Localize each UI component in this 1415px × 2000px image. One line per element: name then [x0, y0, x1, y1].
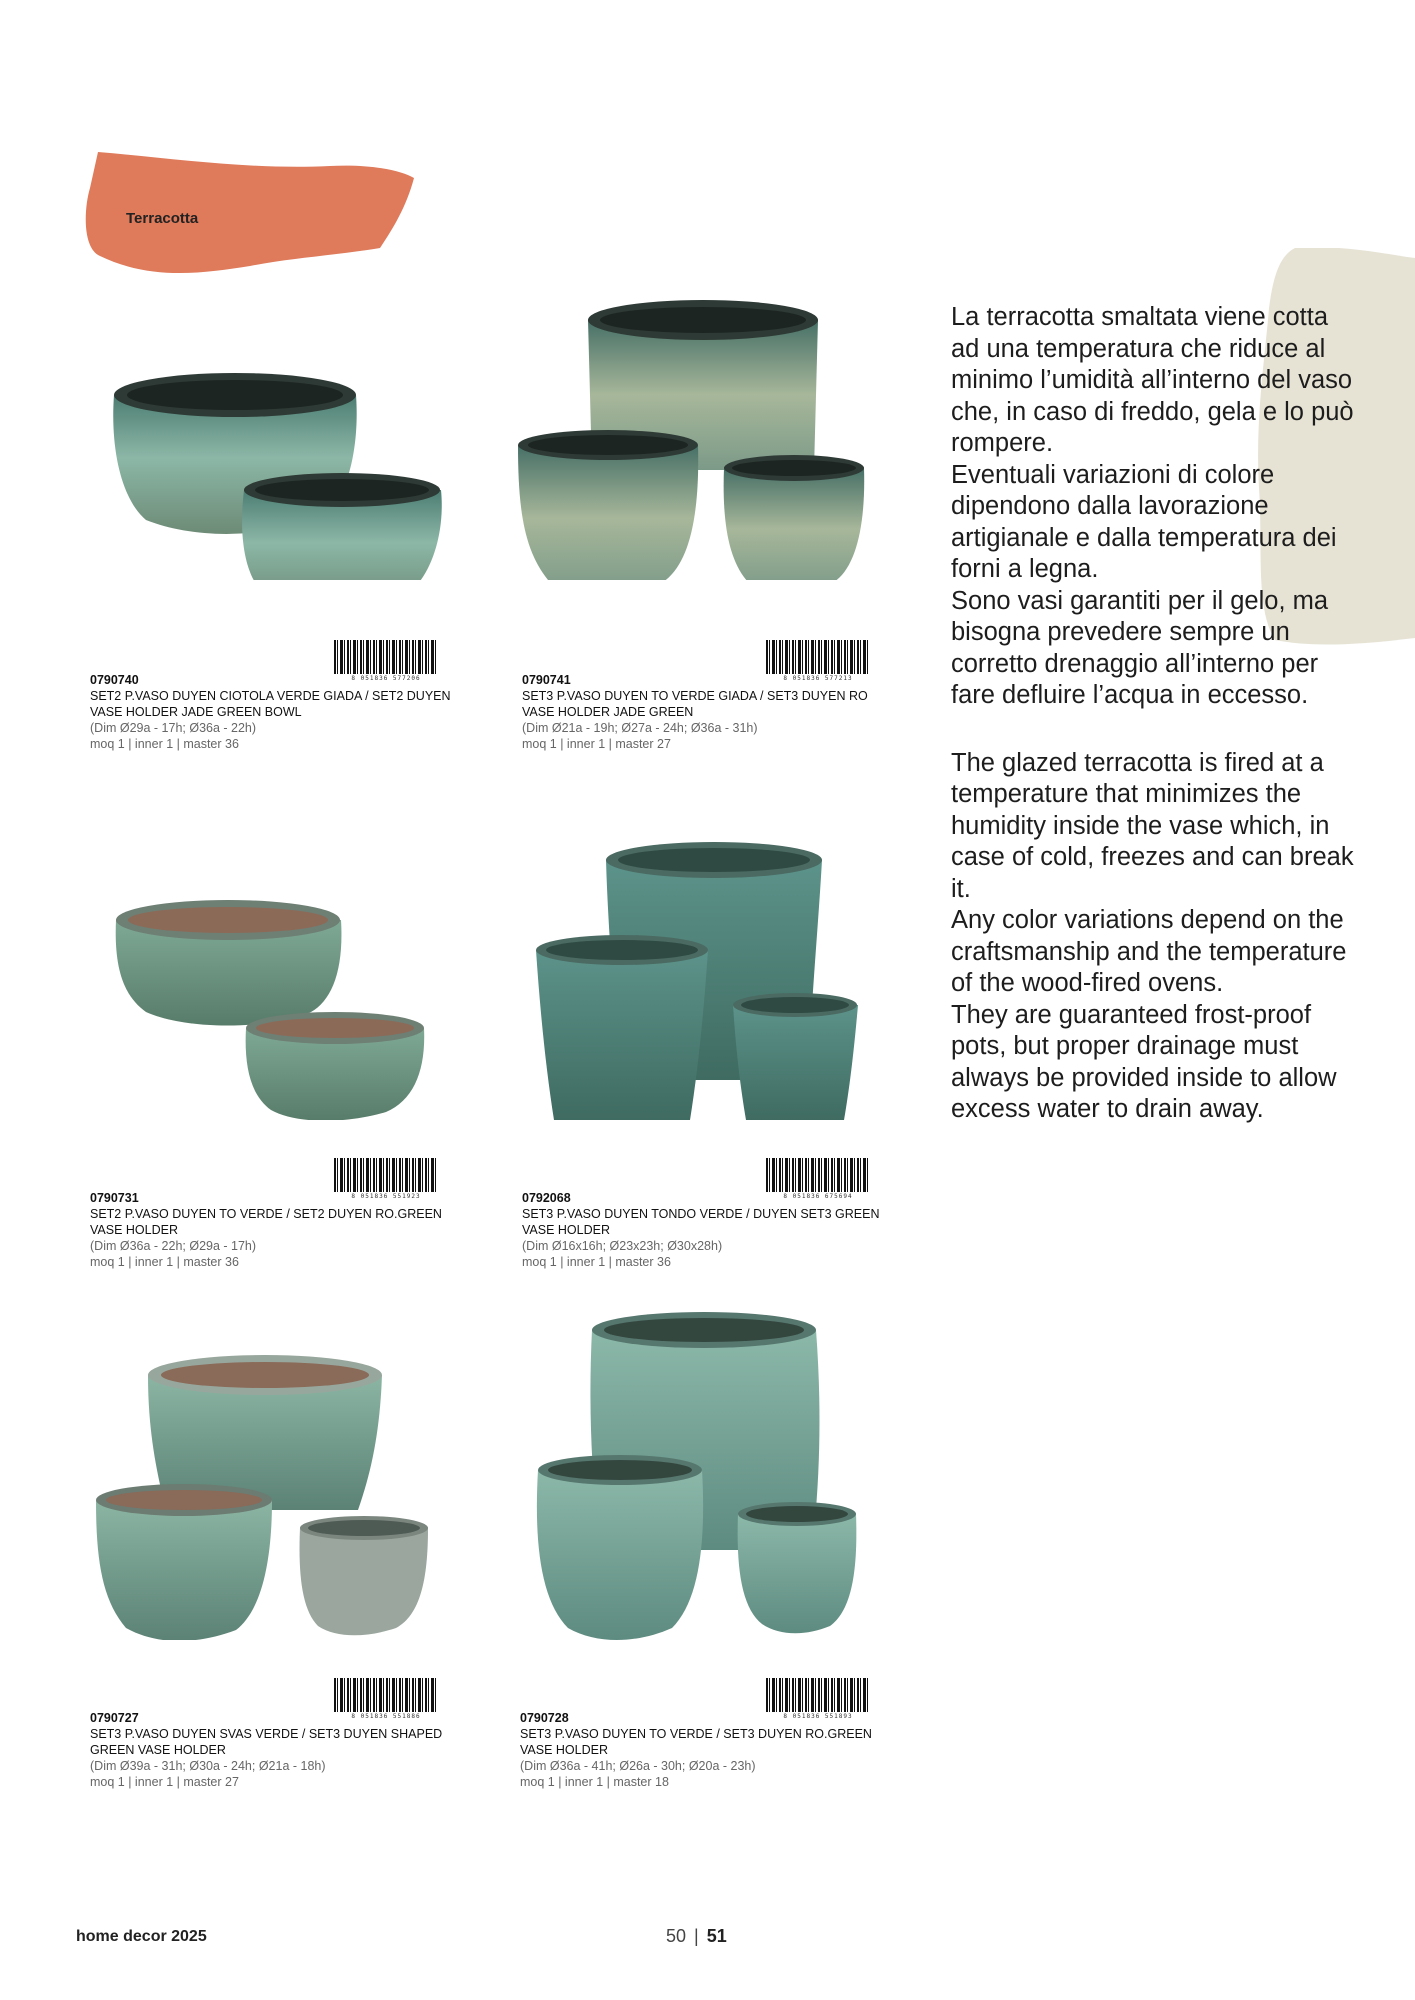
product-name: SET3 P.VASO DUYEN TONDO VERDE / DUYEN SET3 GREEN VASE HOLDER: [522, 1207, 880, 1237]
product-packaging: moq 1 | inner 1 | master 18: [520, 1775, 669, 1789]
product-photo: [518, 250, 898, 580]
product-code: 0790731: [90, 1191, 139, 1205]
product-card[interactable]: [86, 250, 506, 770]
product-dimensions: (Dim Ø21a - 19h; Ø27a - 24h; Ø36a - 31h): [522, 721, 758, 735]
page-number-right: 51: [706, 1926, 727, 1946]
barcode-icon: 8 051836 551923: [334, 1158, 438, 1204]
description-it-2: Eventuali variazioni di colore dipendono dalla lavorazione artigianale e dalla temperatura dei forni a legna.: [951, 460, 1337, 583]
product-dimensions: (Dim Ø16x16h; Ø23x23h; Ø30x28h): [522, 1239, 723, 1253]
product-card[interactable]: [86, 790, 506, 1290]
product-photo: [86, 790, 466, 1120]
product-info: [522, 1190, 902, 1270]
product-packaging: moq 1 | inner 1 | master 36: [522, 1255, 671, 1269]
product-info: [522, 672, 902, 752]
product-dimensions: (Dim Ø36a - 41h; Ø26a - 30h; Ø20a - 23h): [520, 1759, 756, 1773]
product-dimensions: (Dim Ø29a - 17h; Ø36a - 22h): [90, 721, 257, 735]
footer-catalog-name: home decor 2025: [76, 1928, 207, 1945]
tag-label: Terracotta: [126, 210, 199, 227]
product-packaging: moq 1 | inner 1 | master 27: [90, 1775, 239, 1789]
product-name: SET3 P.VASO DUYEN TO VERDE GIADA / SET3 DUYEN RO VASE HOLDER JADE GREEN: [522, 689, 868, 719]
product-photo: [518, 790, 898, 1120]
product-code: 0790740: [90, 673, 139, 687]
vase-set-icon: [516, 1310, 896, 1640]
product-card[interactable]: [86, 1310, 506, 1810]
product-photo: [86, 1310, 466, 1640]
product-packaging: moq 1 | inner 1 | master 27: [522, 737, 671, 751]
product-dimensions: (Dim Ø36a - 22h; Ø29a - 17h): [90, 1239, 257, 1253]
description-en-2: Any color variations depend on the craftsmanship and the temperature of the wood-fired ovens.: [951, 906, 1347, 997]
product-packaging: moq 1 | inner 1 | master 36: [90, 1255, 239, 1269]
barcode-icon: 8 051836 577206: [334, 640, 438, 686]
barcode-icon: 8 051836 551893: [766, 1678, 870, 1724]
product-info: [90, 1710, 470, 1790]
product-code: 0790727: [90, 1711, 139, 1725]
barcode-icon: 8 051836 675694: [766, 1158, 870, 1204]
description-en-1: The glazed terracotta is fired at a temperature that minimizes the humidity inside the vase which, in case of cold, freezes and can break it.: [951, 748, 1354, 903]
product-code: 0790728: [520, 1711, 569, 1725]
product-packaging: moq 1 | inner 1 | master 36: [90, 737, 239, 751]
product-info: [520, 1710, 900, 1790]
product-photo: [516, 1310, 896, 1640]
description-it-1: La terracotta smaltata viene cotta ad una temperatura che riduce al minimo l’umidità all’interno del vaso che, in caso di freddo, gela e lo può rompere.: [951, 303, 1354, 457]
product-code: 0792068: [522, 1191, 571, 1205]
product-info: [90, 672, 470, 752]
product-name: SET3 P.VASO DUYEN SVAS VERDE / SET3 DUYEN SHAPED GREEN VASE HOLDER: [90, 1727, 443, 1757]
description-it-3: Sono vasi garantiti per il gelo, ma bisogna prevedere sempre un corretto drenaggio all’interno per fare defluire l’acqua in eccesso.: [951, 586, 1329, 709]
vase-set-icon: [86, 790, 466, 1120]
product-card[interactable]: [516, 1310, 936, 1810]
page-separator: |: [694, 1926, 699, 1946]
vase-set-icon: [86, 1310, 466, 1640]
page-numbers: [666, 1926, 727, 1947]
product-photo: [86, 250, 466, 580]
product-info: [90, 1190, 470, 1270]
barcode-icon: 8 051836 551886: [334, 1678, 438, 1724]
product-code: 0790741: [522, 673, 571, 687]
page-number-left: 50: [666, 1926, 687, 1946]
product-card[interactable]: [518, 250, 938, 770]
vase-set-icon: [518, 250, 898, 580]
product-name: SET2 P.VASO DUYEN CIOTOLA VERDE GIADA / SET2 DUYEN VASE HOLDER JADE GREEN BOWL: [90, 689, 451, 719]
product-dimensions: (Dim Ø39a - 31h; Ø30a - 24h; Ø21a - 18h): [90, 1759, 326, 1773]
product-name: SET3 P.VASO DUYEN TO VERDE / SET3 DUYEN RO.GREEN VASE HOLDER: [520, 1727, 872, 1757]
product-card[interactable]: [518, 790, 938, 1290]
vase-set-icon: [518, 790, 898, 1120]
vase-set-icon: [86, 250, 466, 580]
description-en-3: They are guaranteed frost-proof pots, but proper drainage must always be provided inside to allow excess water to drain away.: [951, 1000, 1337, 1123]
description-column: [951, 302, 1361, 1126]
product-name: SET2 P.VASO DUYEN TO VERDE / SET2 DUYEN RO.GREEN VASE HOLDER: [90, 1207, 442, 1237]
barcode-icon: 8 051836 577213: [766, 640, 870, 686]
